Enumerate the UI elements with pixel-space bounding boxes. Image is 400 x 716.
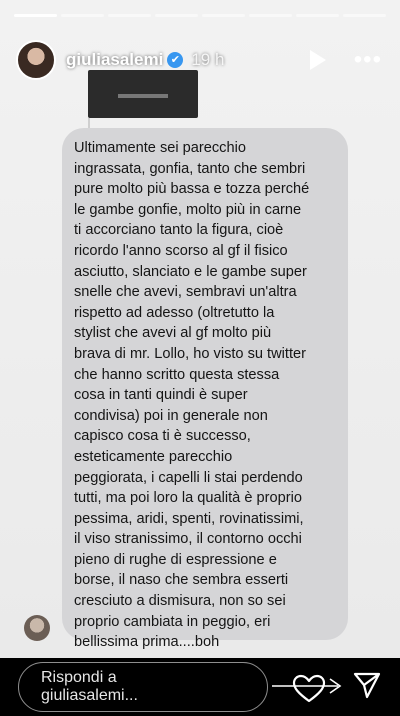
progress-segment bbox=[249, 14, 292, 17]
reply-input[interactable] bbox=[18, 662, 268, 712]
send-icon[interactable] bbox=[352, 670, 382, 700]
reply-placeholder: giuliasalemi... bbox=[41, 687, 138, 704]
more-icon[interactable]: ••• bbox=[353, 46, 382, 73]
reply-placeholder: Rispondi a bbox=[41, 669, 117, 686]
progress-segment bbox=[108, 14, 151, 17]
message-bubble bbox=[62, 128, 348, 651]
story-header bbox=[16, 38, 388, 82]
progress-segment bbox=[202, 14, 245, 17]
progress-segment bbox=[155, 14, 198, 17]
sender-avatar bbox=[24, 615, 50, 641]
verified-badge-icon: ✔ bbox=[167, 52, 183, 68]
heart-icon[interactable] bbox=[292, 674, 326, 704]
progress-segment bbox=[343, 14, 386, 17]
progress-segment bbox=[14, 14, 57, 17]
profile-avatar[interactable] bbox=[16, 40, 56, 80]
username[interactable]: giuliasalemi bbox=[66, 50, 164, 69]
play-icon[interactable] bbox=[310, 50, 326, 70]
story-progress-bar bbox=[14, 14, 386, 17]
progress-segment bbox=[296, 14, 339, 17]
story-time: 19 h bbox=[191, 50, 225, 69]
message-text: Ultimamente sei parecchio ingrassata, gonfia, tanto che sembri pure molto più bassa e tozza perché le gambe gonfie, molto più in carne ti accorciano tanto la figura, cioè ricordo l'anno scorso al gf il fisico asciutto, slanciato e le gambe super snelle che avevi, sembravi un'altra rispetto ad adesso (oltretutto la stylist che avevi al gf molto più brava di mr. Lollo, ho visto su twitter che hanno scritto questa stessa cosa in tanti quindi è super condivisa) poi in generale non capisco cosa ti è successo, esteticamente parecchio peggiorata, i capelli li stai perdendo tutti, ma poi loro la qualità è proprio pessima, aridi, spenti, rovinatissimi, il viso stranissimo, il contorno occhi pieno di rughe di espressione e borse, il naso che sembra esserti cresciuto a dismisura, non so sei proprio cambiata in peggio, eri bellissima prima....boh bbox=[74, 140, 310, 651]
progress-segment bbox=[61, 14, 104, 17]
